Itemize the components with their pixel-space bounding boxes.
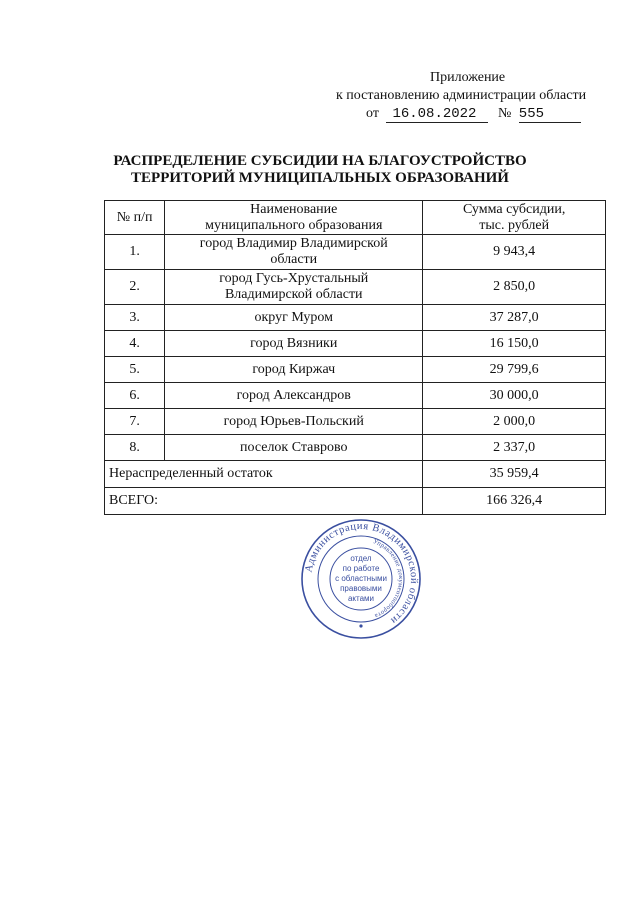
seal-center-line5: актами — [347, 594, 375, 603]
row-name: город Киржач — [165, 357, 423, 383]
official-seal — [300, 518, 422, 640]
decree-date: 16.08.2022 — [386, 107, 488, 123]
seal-outer-text: Администрация Владимирской области — [303, 520, 420, 627]
table-row — [105, 331, 606, 357]
row-name: округ Муром — [165, 305, 423, 331]
row-name — [165, 235, 423, 270]
row-name — [165, 270, 423, 305]
row-sum: 2 337,0 — [423, 435, 606, 461]
row-sum: 29 799,6 — [423, 357, 606, 383]
row-name: город Вязники — [165, 331, 423, 357]
seal-inner-text: Управление документооборота — [372, 538, 405, 620]
number-prefix: № — [497, 106, 512, 121]
row-num: 1. — [105, 235, 165, 270]
seal-center-line3: с областными — [335, 574, 387, 583]
table-row — [105, 235, 606, 270]
row-num: 2. — [105, 270, 165, 305]
row-sum: 2 000,0 — [423, 409, 606, 435]
header-name-line2: муниципального образования — [205, 217, 383, 233]
row-name-line2: области — [270, 252, 318, 267]
header-sum-line2: тыс. рублей — [479, 217, 550, 233]
row-num: 6. — [105, 383, 165, 409]
total-sum: 166 326,4 — [423, 488, 606, 515]
document-title-line2: ТЕРРИТОРИЙ МУНИЦИПАЛЬНЫХ ОБРАЗОВАНИЙ — [131, 170, 509, 186]
header-name-line1: Наименование — [250, 201, 338, 217]
total-row — [105, 488, 606, 515]
document-title-line1: РАСПРЕДЕЛЕНИЕ СУБСИДИИ НА БЛАГОУСТРОЙСТВО — [113, 153, 527, 169]
table-header-row — [105, 201, 606, 235]
date-prefix: от — [366, 106, 379, 121]
table-row — [105, 357, 606, 383]
row-sum: 2 850,0 — [423, 270, 606, 305]
row-num: 7. — [105, 409, 165, 435]
header-sum — [423, 201, 606, 235]
row-num: 8. — [105, 435, 165, 461]
table-row — [105, 305, 606, 331]
seal-center-line1: отдел — [350, 554, 372, 563]
seal-center-line4: правовыми — [340, 584, 382, 593]
row-name-line2: Владимирской области — [224, 287, 363, 302]
subsidy-table — [104, 200, 606, 515]
appendix-label: Приложение — [430, 70, 506, 85]
row-name-line1: город Гусь-Хрустальный — [219, 271, 369, 286]
seal-bottom-star — [359, 624, 362, 627]
remainder-sum: 35 959,4 — [423, 461, 606, 488]
row-sum: 30 000,0 — [423, 383, 606, 409]
row-num: 4. — [105, 331, 165, 357]
row-name-line1: город Владимир Владимирской — [199, 236, 388, 251]
decree-date-line — [366, 106, 581, 123]
row-num: 5. — [105, 357, 165, 383]
table-row — [105, 435, 606, 461]
row-name: город Юрьев-Польский — [165, 409, 423, 435]
header-name — [165, 201, 423, 235]
decree-reference: к постановлению администрации области — [336, 88, 587, 103]
total-label: ВСЕГО: — [105, 488, 423, 515]
table-row — [105, 270, 606, 305]
table-row — [105, 383, 606, 409]
row-sum: 37 287,0 — [423, 305, 606, 331]
remainder-label: Нераспределенный остаток — [105, 461, 423, 488]
row-num: 3. — [105, 305, 165, 331]
header-sum-line1: Сумма субсидии, — [462, 201, 566, 217]
header-num: № п/п — [105, 201, 165, 235]
remainder-row — [105, 461, 606, 488]
decree-number: 555 — [519, 107, 581, 123]
row-name: поселок Ставрово — [165, 435, 423, 461]
row-sum: 9 943,4 — [423, 235, 606, 270]
row-sum: 16 150,0 — [423, 331, 606, 357]
seal-center-line2: по работе — [342, 564, 380, 573]
table-row — [105, 409, 606, 435]
row-name: город Александров — [165, 383, 423, 409]
